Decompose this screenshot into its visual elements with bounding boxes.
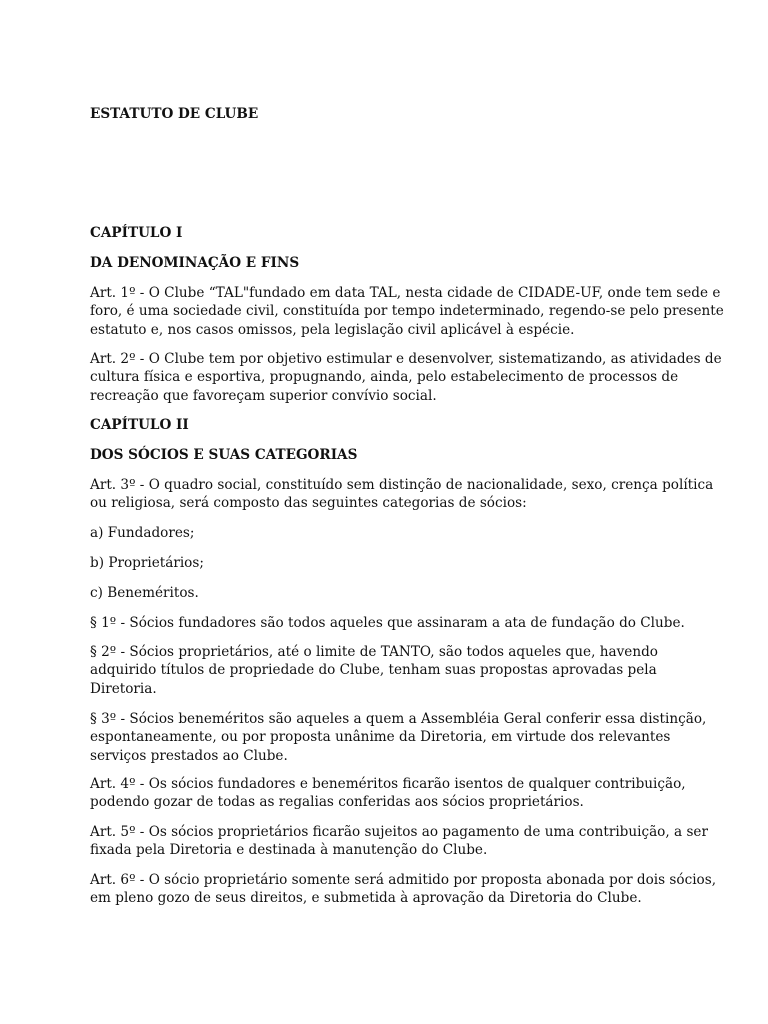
paragraph-2-line: § 2º - Sócios proprietários, até o limite de TANTO, são todos aqueles que, havendo xyxy=(90,644,658,660)
article-4-line: Art. 4º - Os sócios fundadores e beneméritos ficarão isentos de qualquer contribuição, xyxy=(90,776,686,792)
article-6 xyxy=(90,871,717,908)
article-3-line: ou religiosa, será composto das seguintes categorias de sócios: xyxy=(90,495,527,512)
chapter-2-heading: CAPÍTULO II xyxy=(90,417,189,433)
chapter-2-subheading: DOS SÓCIOS E SUAS CATEGORIAS xyxy=(90,447,358,463)
paragraph-3-line: espontaneamente, ou por proposta unânime da Diretoria, em virtude dos relevantes xyxy=(90,729,671,746)
category-item-b: b) Proprietários; xyxy=(90,555,204,571)
article-6-line: Art. 6º - O sócio proprietário somente será admitido por proposta abonada por dois sócios, xyxy=(90,872,717,888)
article-1-line: Art. 1º - O Clube “TAL"fundado em data TAL, nesta cidade de CIDADE-UF, onde tem sede e xyxy=(90,285,721,301)
article-3 xyxy=(90,476,714,513)
paragraph-2-line: adquirido títulos de propriedade do Clube, tenham suas propostas aprovadas pela xyxy=(90,662,657,679)
article-3-line: Art. 3º - O quadro social, constituído sem distinção de nacionalidade, sexo, crença política xyxy=(90,477,714,493)
category-item-c: c) Beneméritos. xyxy=(90,585,199,601)
paragraph-1: § 1º - Sócios fundadores são todos aqueles que assinaram a ata de fundação do Clube. xyxy=(90,615,685,631)
article-2 xyxy=(90,350,722,405)
paragraph-3-line: § 3º - Sócios beneméritos são aqueles a quem a Assembléia Geral conferir essa distinção, xyxy=(90,711,707,727)
article-1 xyxy=(90,284,724,339)
article-1-line: foro, é uma sociedade civil, constituída por tempo indeterminado, regendo-se pelo presente xyxy=(90,303,724,320)
article-5-line: fixada pela Diretoria e destinada à manutenção do Clube. xyxy=(90,842,488,859)
article-4 xyxy=(90,775,690,812)
article-5 xyxy=(90,823,708,860)
paragraph-3-line: serviços prestados ao Clube. xyxy=(90,747,288,764)
paragraph-2 xyxy=(90,643,690,698)
document-title: ESTATUTO DE CLUBE xyxy=(90,106,259,122)
article-4-line: podendo gozar de todas as regalias conferidas aos sócios proprietários. xyxy=(90,794,584,811)
article-2-line: recreação que favoreçam superior convívio social. xyxy=(90,387,437,404)
chapter-1-subheading: DA DENOMINAÇÃO E FINS xyxy=(90,255,300,271)
article-5-line: Art. 5º - Os sócios proprietários ficarão sujeitos ao pagamento de uma contribuição, a ser xyxy=(90,824,708,840)
chapter-1-heading: CAPÍTULO I xyxy=(90,225,183,241)
article-6-line: em pleno gozo de seus direitos, e submetida à aprovação da Diretoria do Clube. xyxy=(90,890,642,907)
paragraph-3 xyxy=(90,710,707,765)
article-1-line: estatuto e, nos casos omissos, pela legislação civil aplicável à espécie. xyxy=(90,321,575,338)
article-2-line: Art. 2º - O Clube tem por objetivo estimular e desenvolver, sistematizando, as atividades de xyxy=(90,351,722,367)
category-item-a: a) Fundadores; xyxy=(90,525,195,541)
paragraph-2-line: Diretoria. xyxy=(90,680,157,697)
article-2-line: cultura física e esportiva, propugnando, ainda, pelo estabelecimento de processos de xyxy=(90,369,679,386)
